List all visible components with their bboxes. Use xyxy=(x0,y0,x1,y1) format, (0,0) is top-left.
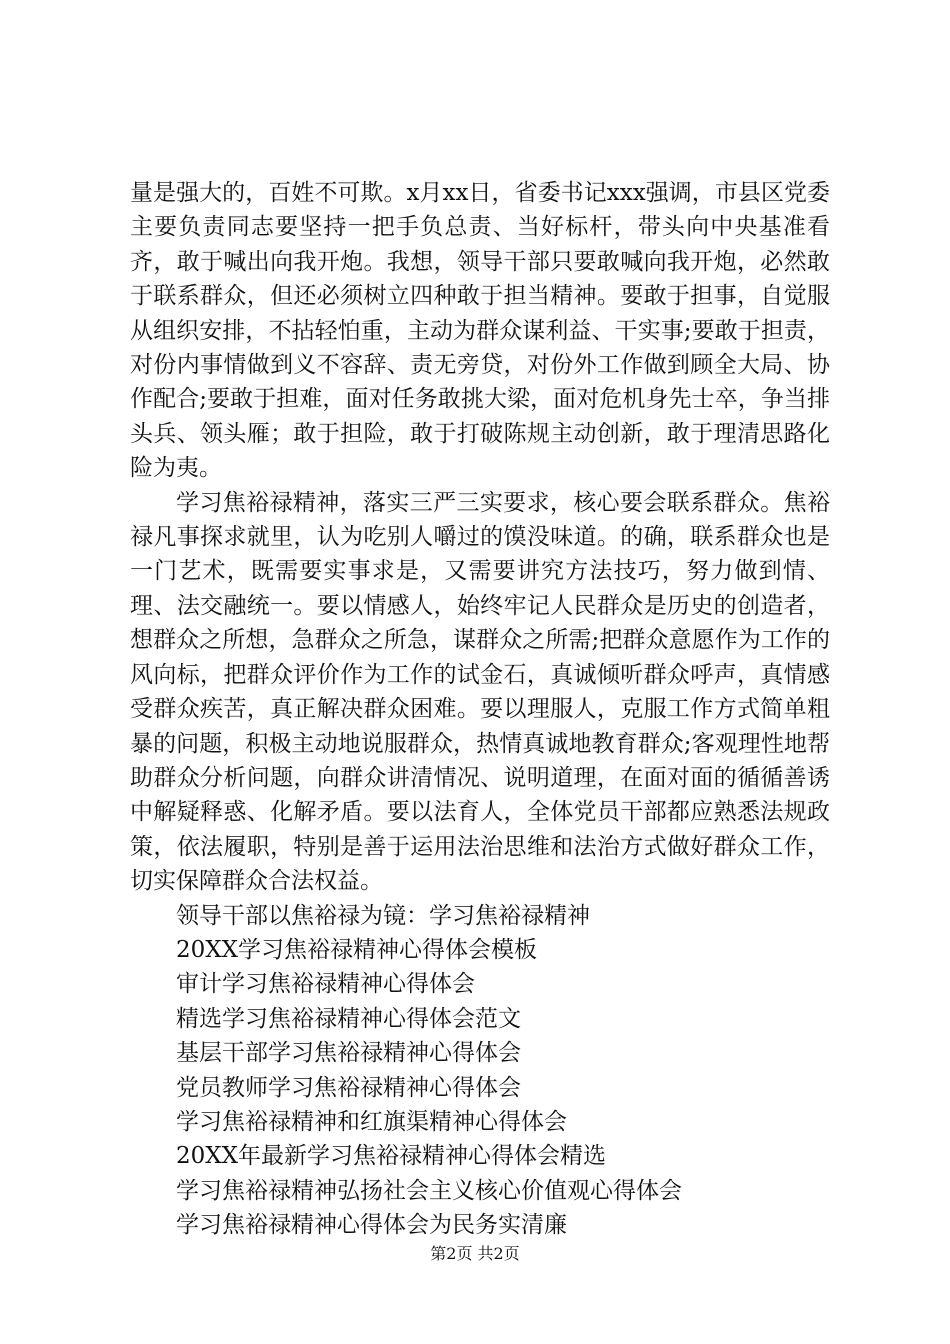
related-title[interactable]: 基层干部学习焦裕禄精神心得体会 xyxy=(176,1040,521,1067)
page-number-footer: 第2页 共2页 xyxy=(430,1244,520,1263)
related-title[interactable]: 党员教师学习焦裕禄精神心得体会 xyxy=(176,1074,521,1101)
related-title[interactable]: 学习焦裕禄精神弘扬社会主义核心价值观心得体会 xyxy=(176,1177,682,1204)
related-titles-list xyxy=(130,899,830,1243)
paragraph-1: 量是强大的，百姓不可欺。x月xx日，省委书记xxx强调，市县区党委主要负责同志要坚持一把手负总责、当好标杆，带头向中央基准看齐，敢于喊出向我开炮。我想，领导干部只要敢喊向我开炮，必然敢于联系群众，但还必须树立四种敢于担当精神。要敢于担事，自觉服从组织安排，不拈轻怕重，主动为群众谋利益、干实事;要敢于担责，对份内事情做到义不容辞、责无旁贷，对份外工作做到顾全大局、协作配合;要敢于担难，面对任务敢挑大梁，面对危机身先士卒，争当排头兵、领头雁；敢于担险，敢于打破陈规主动创新，敢于理清思路化险为夷。 xyxy=(130,180,830,482)
related-title[interactable]: 20XX年最新学习焦裕禄精神心得体会精选 xyxy=(176,1143,607,1170)
related-title[interactable]: 领导干部以焦裕禄为镜：学习焦裕禄精神 xyxy=(176,902,590,929)
document-body xyxy=(130,176,830,1243)
related-title[interactable]: 学习焦裕禄精神和红旗渠精神心得体会 xyxy=(176,1108,567,1135)
related-title[interactable]: 审计学习焦裕禄精神心得体会 xyxy=(176,971,475,998)
paragraph-2: 学习焦裕禄精神，落实三严三实要求，核心要会联系群众。焦裕禄凡事探求就里，认为吃别人嚼过的馍没味道。的确，联系群众也是一门艺术，既需要实事求是，又需要讲究方法技巧，努力做到情、理、法交融统一。要以情感人，始终牢记人民群众是历史的创造者，想群众之所想，急群众之所急，谋群众之所需;把群众意愿作为工作的风向标，把群众评价作为工作的试金石，真诚倾听群众呼声，真情感受群众疾苦，真正解决群众困难。要以理服人，克服工作方式简单粗暴的问题，积极主动地说服群众，热情真诚地教育群众;客观理性地帮助群众分析问题，向群众讲清情况、说明道理，在面对面的循循善诱中解疑释惑、化解矛盾。要以法育人，全体党员干部都应熟悉法规政策，依法履职，特别是善于运用法治思维和法治方式做好群众工作，切实保障群众合法权益。 xyxy=(130,489,830,895)
related-title[interactable]: 精选学习焦裕禄精神心得体会范文 xyxy=(176,1005,521,1032)
related-title[interactable]: 20XX学习焦裕禄精神心得体会模板 xyxy=(176,936,538,963)
related-title[interactable]: 学习焦裕禄精神心得体会为民务实清廉 xyxy=(176,1212,567,1239)
